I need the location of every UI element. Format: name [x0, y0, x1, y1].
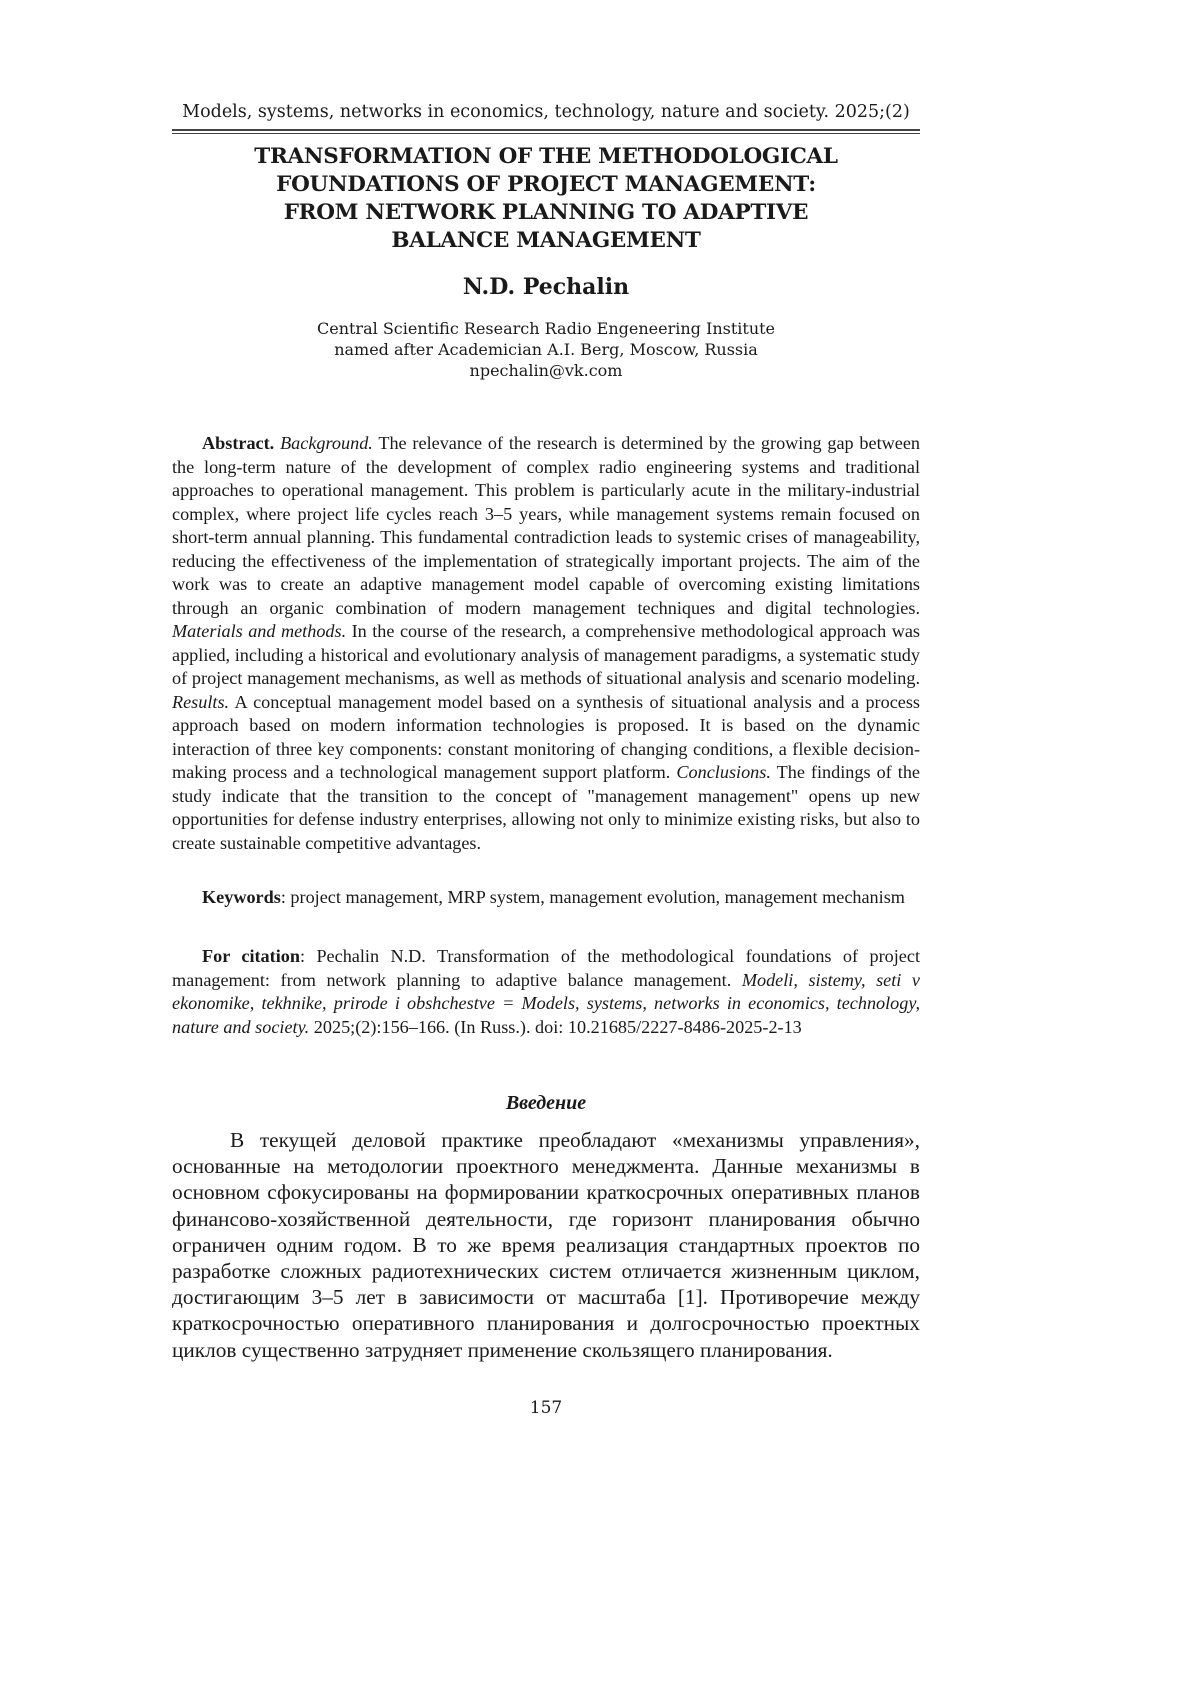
- article-title: [172, 143, 920, 255]
- results-text: A conceptual management model based on a synthesis of situational analysis and a process approach based on modern information technologies is proposed. It is based on the dynamic interaction of three key components: constant monitoring of changing conditions, a flexible decision-making process and a technological management support platform.: [172, 691, 920, 782]
- citation-label: For citation: [202, 946, 300, 966]
- keywords: [172, 886, 920, 910]
- methods-label: Materials and methods.: [172, 621, 347, 641]
- page-number: 157: [529, 1398, 563, 1418]
- author-name: N.D. Pechalin: [462, 274, 630, 300]
- affiliation-line: Central Scientific Research Radio Engeneering Institute: [316, 319, 776, 338]
- title-line: FROM NETWORK PLANNING TO ADAPTIVE: [283, 200, 809, 225]
- background-label: Background.: [280, 433, 373, 453]
- conclusions-label: Conclusions.: [676, 762, 771, 782]
- author-email[interactable]: npechalin@vk.com: [469, 361, 623, 380]
- keywords-text: : project management, MRP system, management evolution, management mechanism: [280, 887, 905, 907]
- title-line: FOUNDATIONS OF PROJECT MANAGEMENT:: [276, 172, 816, 197]
- affiliation: [172, 318, 920, 381]
- introduction-paragraph: В текущей деловой практике преобладают «механизмы управления», основанные на методологии проектного менеджмента. Данные механизмы в основном сфокусированы на формировании краткосрочных оперативных планов финансово-хозяйственной деятельности, где горизонт планирования обычно ограничен одним годом. В то же время реализация стандартных проектов по разработке сложных радиотехнических систем отличается жизненным циклом, достигающим 3–5 лет в зависимости от масштаба [1]. Противоречие между краткосрочностью оперативного планирования и долгосрочностью проектных циклов существенно затрудняет применение скользящего планирования.: [172, 1128, 920, 1362]
- title-line: TRANSFORMATION OF THE METHODOLOGICAL: [254, 144, 838, 169]
- results-label: Results.: [172, 691, 230, 712]
- citation: [172, 945, 920, 1039]
- abstract-label: Abstract.: [202, 433, 275, 453]
- running-header: Models, systems, networks in economics, technology, nature and society. 2025;(2): [182, 102, 910, 122]
- title-line: BALANCE MANAGEMENT: [391, 228, 701, 253]
- keywords-label: Keywords: [202, 887, 281, 907]
- citation-details: 2025;(2):156–166. (In Russ.). doi: 10.21685/2227-8486-2025-2-13: [313, 1016, 802, 1037]
- conclusions-text: The findings of the study indicate that the transition to the concept of "management management" opens up new opportunities for defense industry enterprises, allowing not only to minimize existing risks, but also to create sustainable competitive advantages.: [172, 762, 920, 853]
- citation-text: : Pechalin N.D. Transformation of the methodological foundations of project management: from network planning to adaptive balance management.: [172, 946, 920, 990]
- header-rule: [172, 129, 920, 134]
- section-heading: Введение: [505, 1092, 587, 1114]
- background-text: The relevance of the research is determined by the growing gap between the long-term nature of the development of complex radio engineering systems and traditional approaches to operational management. This problem is particularly acute in the military-industrial complex, where project life cycles reach 3–5 years, while management systems remain focused on short-term annual planning. This fundamental contradiction leads to systemic crises of manageability, reducing the effectiveness of the implementation of strategically important projects. The aim of the work was to create an adaptive management model capable of overcoming existing limitations through an organic combination of modern management techniques and digital technologies.: [172, 433, 921, 618]
- citation-journal: Modeli, sistemy, seti v ekonomike, tekhnike, prirode i obshchestve = Models, systems, networks in economics, technology, nature and society.: [172, 969, 920, 1037]
- abstract: [172, 432, 920, 855]
- methods-text: In the course of the research, a comprehensive methodological approach was applied, including a historical and evolutionary analysis of management paradigms, a systematic study of project management mechanisms, as well as methods of situational analysis and scenario modeling.: [172, 621, 920, 688]
- affiliation-line: named after Academician A.I. Berg, Moscow, Russia: [334, 340, 758, 359]
